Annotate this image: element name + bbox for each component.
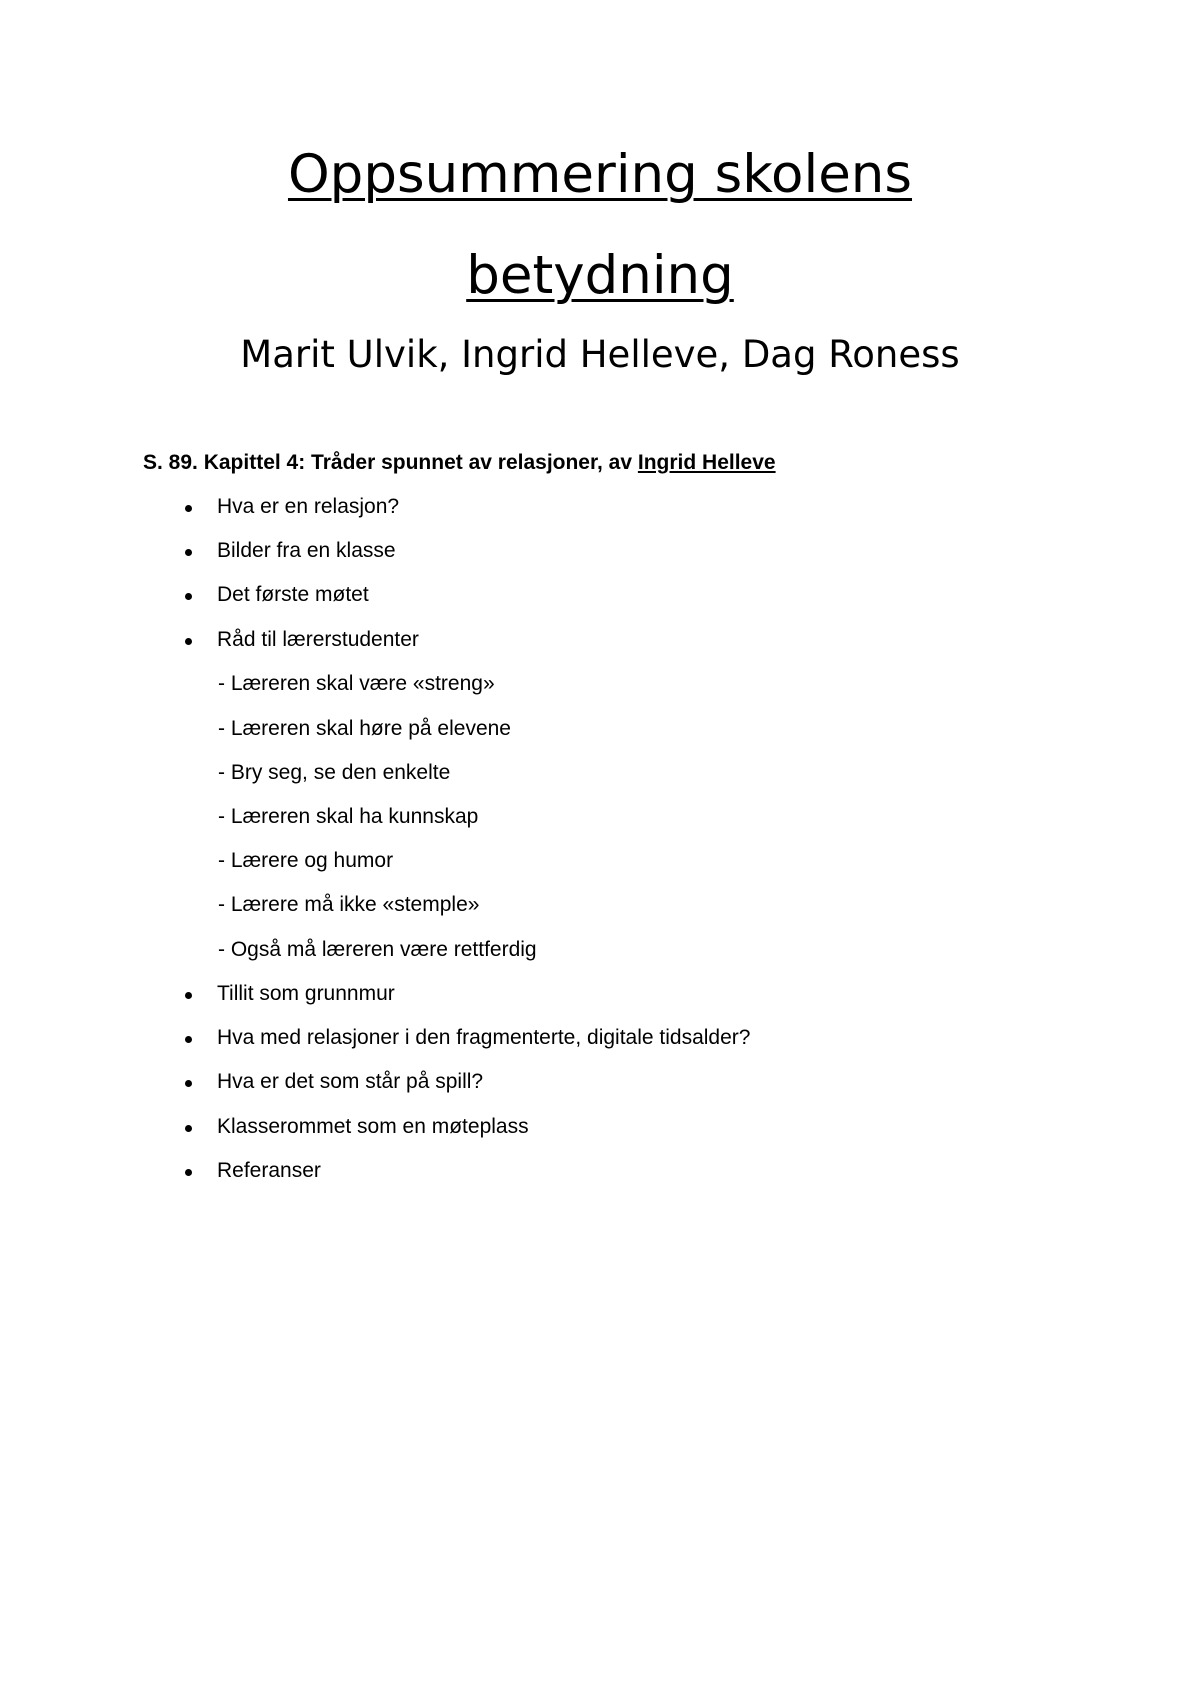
outline-sub-item-text: - Læreren skal ha kunnskap [218,805,479,828]
outline-item-text: Råd til lærerstudenter [217,628,419,651]
document-title-line-1: Oppsummering skolens [287,144,913,205]
outline-sub-item-text: - Også må læreren være rettferdig [218,938,537,961]
bullet-point-icon [185,549,192,556]
outline-item-text: Det første møtet [217,583,369,606]
bullet-point-icon [185,992,192,999]
bullet-point-icon [185,505,192,512]
document-title-line-2: betydning [466,245,734,306]
chapter-heading-text: S. 89. Kapittel 4: Tråder spunnet av relasjoner, av [143,451,638,474]
bullet-point-icon [185,638,192,645]
outline-item-text: Referanser [217,1159,321,1182]
bullet-point-icon [185,1169,192,1176]
outline-item-text: Bilder fra en klasse [217,539,396,562]
outline-sub-item-text: - Lærere og humor [218,849,394,872]
outline-item-text: Klasserommet som en møteplass [217,1115,529,1138]
chapter-author-name: Ingrid Helleve [637,451,776,474]
outline-item-text: Tillit som grunnmur [217,982,395,1005]
bullet-point-icon [185,593,192,600]
outline-sub-item-text: - Lærere må ikke «stemple» [218,893,480,916]
outline-sub-item-text: - Bry seg, se den enkelte [218,761,451,784]
outline-sub-item-text: - Læreren skal høre på elevene [218,717,511,740]
bullet-point-icon [185,1125,192,1132]
document-authors: Marit Ulvik, Ingrid Helleve, Dag Roness [240,333,960,376]
outline-item-text: Hva er en relasjon? [217,495,400,518]
outline-item-text: Hva er det som står på spill? [217,1070,484,1093]
bullet-point-icon [185,1080,192,1087]
outline-sub-item-text: - Læreren skal være «streng» [218,672,495,695]
outline-item-text: Hva med relasjoner i den fragmenterte, digitale tidsalder? [217,1026,751,1049]
bullet-point-icon [185,1036,192,1043]
